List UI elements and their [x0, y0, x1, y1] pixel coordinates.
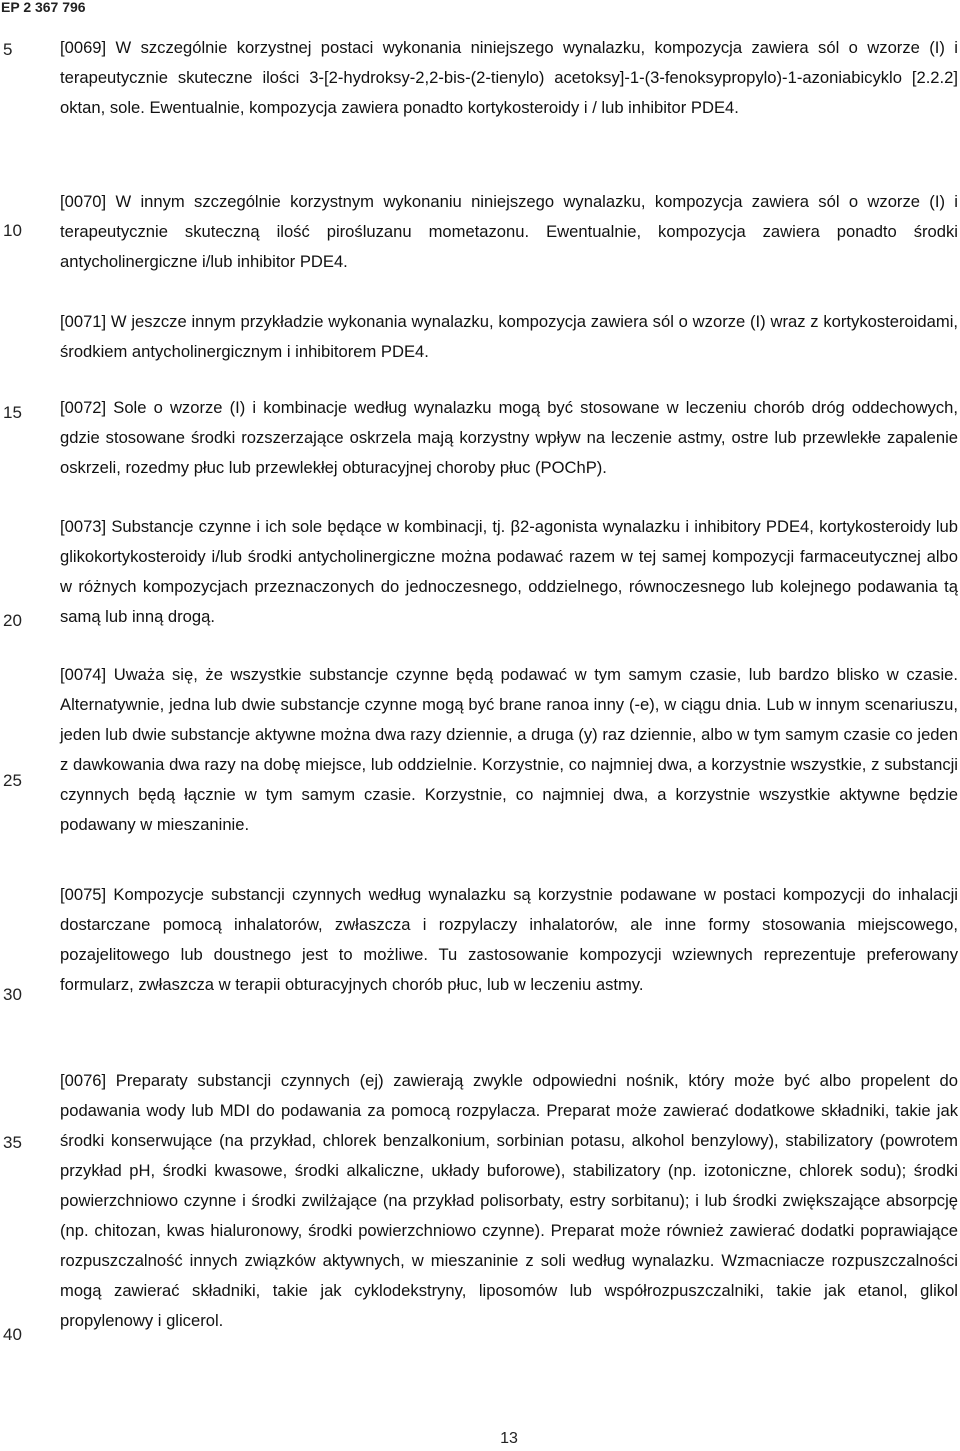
- line-number-5: 5: [3, 40, 13, 59]
- line-number-25: 25: [3, 771, 22, 790]
- paragraph-0072: [0072] Sole o wzorze (I) i kombinacje według wynalazku mogą być stosowane w leczeniu chorób dróg oddechowych, gdzie stosowane środki rozszerzające oskrzela mają korzystny wpływ na leczenie astmy, ostre lub przewlekłe zapalenie oskrzeli, rozedmy płuc lub przewlekłej obturacyjnej choroby płuc (POChP).: [60, 398, 958, 477]
- document-id: EP 2 367 796: [1, 0, 86, 15]
- line-number-15: 15: [3, 403, 22, 422]
- line-number-30: 30: [3, 985, 22, 1004]
- paragraph-0076: [0076] Preparaty substancji czynnych (ej) zawierają zwykle odpowiedni nośnik, który może być albo propelent do podawania wody lub MDI do podawania za pomocą rozpylacza. Preparat może zawierać dodatkowe składniki, takie jak środki konserwujące (na przykład, chlorek benzalkonium, sorbinian potasu, alkohol benzylowy), stabilizatory (powrotem przykład pH, środki kwasowe, środki alkaliczne, układy buforowe), stabilizatory (np. izotoniczne, chlorek sodu); środki powierzchniowo czynne i środki zwilżające (na przykład polisorbaty, estry sorbitanu); i lub środki zwiększające absorpcję (np. chitozan, kwas hialuronowy, środki powierzchniowo czynne). Preparat może również zawierać dodatki poprawiające rozpuszczalność innych związków aktywnych, w mieszaninie z soli według wynalazku. Wzmacniacze rozpuszczalności mogą zawierać składniki, takie jak cyklodekstryny, liposomów lub współrozpuszczalniki, takie jak etanol, glikol propylenowy i glicerol.: [60, 1071, 958, 1330]
- paragraph-0075: [0075] Kompozycje substancji czynnych według wynalazku są korzystnie podawane w postaci kompozycji do inhalacji dostarczane pomocą inhalatorów, zwłaszcza i rozpylaczy inhalatorów, ale inne formy stosowania miejscowego, pozajelitowego lub doustnego jest to możliwe. Tu zastosowanie kompozycji wziewnych reprezentuje preferowany formularz, zwłaszcza w terapii obturacyjnych chorób płuc, lub w leczeniu astmy.: [60, 885, 958, 994]
- line-number-40: 40: [3, 1325, 22, 1344]
- paragraph-0073: [0073] Substancje czynne i ich sole będące w kombinacji, tj. β2-agonista wynalazku i inhibitory PDE4, kortykosteroidy lub glikokortykosteroidy i/lub środki antycholinergiczne można podawać razem w tej samej kompozycji farmaceutycznej albo w różnych kompozycjach przeznaczonych do jednoczesnego, oddzielnego, równoczesnego lub kolejnego podawania tą samą lub inną drogą.: [60, 517, 958, 626]
- line-number-10: 10: [3, 221, 22, 240]
- paragraph-0070: [0070] W innym szczególnie korzystnym wykonaniu niniejszego wynalazku, kompozycja zawiera sól o wzorze (I) i terapeutycznie skuteczną ilość pirośluzanu mometazonu. Ewentualnie, kompozycja zawiera ponadto środki antycholinergiczne i/lub inhibitor PDE4.: [60, 192, 958, 271]
- paragraph-0069: [0069] W szczególnie korzystnej postaci wykonania niniejszego wynalazku, kompozycja zawiera sól o wzorze (I) i terapeutycznie skuteczne ilości 3-[2-hydroksy-2,2-bis-(2-tienylo) acetoksy]-1-(3-fenoksypropylo)-1-azoniabicyklo [2.2.2] oktan, sole. Ewentualnie, kompozycja zawiera ponadto kortykosteroidy i / lub inhibitor PDE4.: [60, 38, 958, 117]
- paragraph-0074: [0074] Uważa się, że wszystkie substancje czynne będą podawać w tym samym czasie, lub bardzo blisko w czasie. Alternatywnie, jedna lub dwie substancje czynne mogą być brane ranoa inny (-e), w ciągu dnia. Lub w innym scenariuszu, jeden lub dwie substancje aktywne można dwa razy dziennie, a druga (y) raz dziennie, albo w tym samym czasie co jeden z dawkowania dwa razy na dobę miejsce, lub oddzielnie. Korzystnie, co najmniej dwa, a korzystnie wszystkie, z substancji czynnych będą łącznie w tym samym czasie. Korzystnie, co najmniej dwa, a korzystnie wszystkie aktywne będzie podawany w mieszaninie.: [60, 665, 958, 834]
- page-number: 13: [500, 1430, 518, 1447]
- line-number-20: 20: [3, 611, 22, 630]
- line-number-35: 35: [3, 1133, 22, 1152]
- paragraph-0071: [0071] W jeszcze innym przykładzie wykonania wynalazku, kompozycja zawiera sól o wzorze (I) wraz z kortykosteroidami, środkiem antycholinergicznym i inhibitorem PDE4.: [60, 312, 958, 361]
